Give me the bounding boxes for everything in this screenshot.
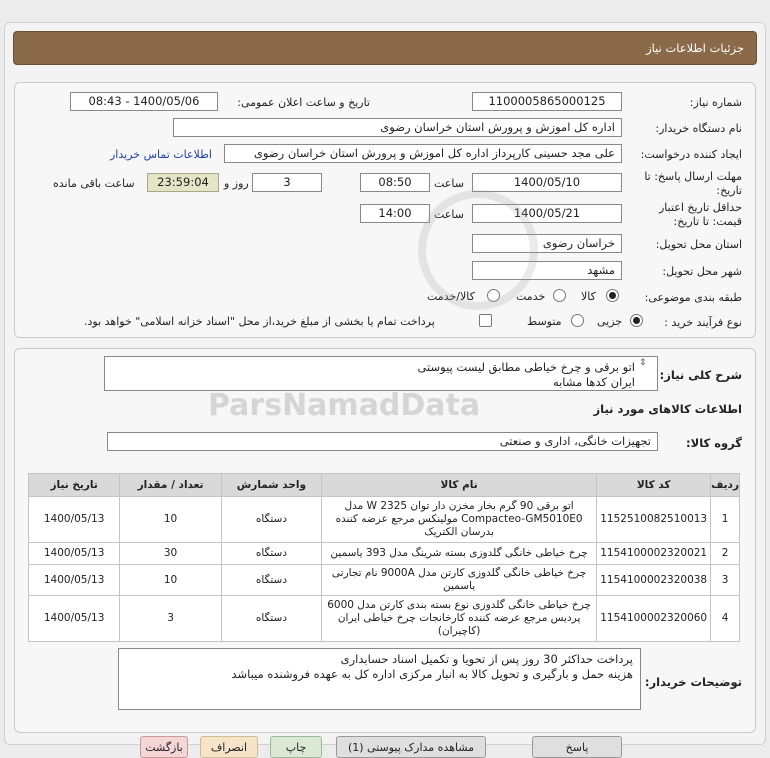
treasury-payment-checkbox[interactable]: [479, 314, 492, 327]
watermark-logo: [418, 190, 538, 310]
cell-code: 1154100002320021: [597, 543, 711, 565]
cell-date: 1400/05/13: [29, 596, 120, 642]
category-goods-label: کالا: [581, 290, 596, 303]
category-radio-service[interactable]: [553, 289, 566, 302]
province-field: خراسان رضوی: [472, 234, 622, 253]
category-radio-goods[interactable]: [606, 289, 619, 302]
city-field: مشهد: [472, 261, 622, 280]
cell-qty: 30: [120, 543, 222, 565]
process-label: نوع فرآیند خرید :: [664, 316, 742, 329]
category-service-label: خدمت: [516, 290, 546, 303]
print-button[interactable]: چاپ: [270, 736, 322, 758]
summary-field: اتو برقی و چرخ خیاطی مطابق لیست پیوستی ایران کدها مشابه: [104, 356, 658, 391]
page-title: جزئیات اطلاعات نیاز: [646, 41, 744, 55]
cell-unit: دستگاه: [221, 497, 321, 543]
col-qty: تعداد / مقدار: [120, 474, 222, 497]
cell-unit: دستگاه: [221, 596, 321, 642]
process-minor-label: جزیی: [597, 315, 623, 328]
announce-label: تاریخ و ساعت اعلان عمومی:: [237, 96, 370, 109]
need-number-label: شماره نیاز:: [689, 96, 742, 109]
cell-row: 1: [711, 497, 740, 543]
process-radio-medium[interactable]: [571, 314, 584, 327]
cell-row: 4: [711, 596, 740, 642]
creator-field: علی مجد حسینی کارپرداز اداره کل اموزش و پرورش استان خراسان رضوی: [224, 144, 622, 163]
process-medium-label: متوسط: [527, 315, 562, 328]
cell-date: 1400/05/13: [29, 543, 120, 565]
category-both-label: کالا/خدمت: [427, 290, 475, 303]
city-label: شهر محل تحویل:: [662, 265, 742, 278]
table-row: [29, 565, 740, 596]
validity-time-label: ساعت: [434, 208, 464, 221]
col-unit: واحد شمارش: [221, 474, 321, 497]
col-date: تاریخ نیاز: [29, 474, 120, 497]
remaining-label: ساعت باقی مانده: [53, 177, 135, 190]
cell-unit: دستگاه: [221, 565, 321, 596]
validity-label: حداقل تاریخ اعتبار قیمت: تا تاریخ:: [658, 201, 742, 228]
deadline-time-label: ساعت: [434, 177, 464, 190]
cell-code: 1154100002320060: [597, 596, 711, 642]
cell-qty: 10: [120, 565, 222, 596]
province-label: استان محل تحویل:: [655, 238, 742, 251]
process-radio-minor[interactable]: [630, 314, 643, 327]
watermark: ParsNamadData: [208, 388, 481, 423]
goods-table-header: [29, 474, 740, 497]
summary-resize-icon: ⇕: [639, 358, 647, 368]
table-row: [29, 596, 740, 642]
validity-date-field: 1400/05/21: [472, 204, 622, 223]
goods-info-title: اطلاعات کالاهای مورد نیاز: [593, 402, 742, 416]
cell-name: چرخ خیاطی خانگی گلدوزی بسته شرینگ مدل 393 یاسمین: [321, 543, 596, 565]
goods-table: [28, 473, 740, 642]
deadline-label: مهلت ارسال پاسخ: تا تاریخ:: [644, 170, 742, 197]
attachments-button[interactable]: مشاهده مدارک پیوستی (1): [336, 736, 486, 758]
col-code: کد کالا: [597, 474, 711, 497]
validity-time-field: 14:00: [360, 204, 430, 223]
table-row: [29, 543, 740, 565]
cell-code: 1154100002320038: [597, 565, 711, 596]
buyer-org-label: نام دستگاه خریدار:: [655, 122, 742, 135]
reply-button[interactable]: پاسخ: [532, 736, 622, 758]
table-row: [29, 497, 740, 543]
need-number-field: 1100005865000125: [472, 92, 622, 111]
cell-name: چرخ خیاطی خانگی گلدوزی نوع بسته بندی کارتن مدل 6000 پردیس مرجع عرضه کننده کارخانجات چرخ خیاطی ایران (کاچیران): [321, 596, 596, 642]
cell-date: 1400/05/13: [29, 565, 120, 596]
days-label: روز و: [224, 177, 249, 190]
announce-field: 1400/05/06 - 08:43: [70, 92, 218, 111]
summary-label: شرح کلی نیاز:: [659, 368, 742, 382]
goods-group-label: گروه کالا:: [686, 436, 742, 450]
buyer-contact-link[interactable]: اطلاعات تماس خریدار: [110, 148, 212, 161]
days-field: 3: [252, 173, 322, 192]
buyer-notes-field: پرداخت حداکثر 30 روز پس از تحویا و تکمیل اسناد حسابداری هزینه حمل و بارگیری و تحویل کالا به انبار مرکزی اداره کل به عهده فروشنده میباشد: [118, 648, 641, 710]
cancel-button[interactable]: انصراف: [200, 736, 258, 758]
deadline-time-field: 08:50: [360, 173, 430, 192]
cell-row: 3: [711, 565, 740, 596]
treasury-payment-note: پرداخت تمام یا بخشی از مبلغ خرید،از محل "اسناد خزانه اسلامی" خواهد بود.: [84, 315, 435, 328]
buyer-notes-label: توضیحات خریدار:: [644, 675, 742, 689]
remaining-time-field: 23:59:04: [147, 173, 219, 192]
col-name: نام کالا: [321, 474, 596, 497]
cell-unit: دستگاه: [221, 543, 321, 565]
col-row: ردیف: [711, 474, 740, 497]
return-button[interactable]: بازگشت: [140, 736, 188, 758]
deadline-date-field: 1400/05/10: [472, 173, 622, 192]
cell-code: 1152510082510013: [597, 497, 711, 543]
cell-qty: 3: [120, 596, 222, 642]
page-header: [13, 31, 757, 65]
category-label: طبقه بندی موضوعی:: [644, 291, 742, 304]
cell-name: چرخ خیاطی خانگی گلدوزی کارتن مدل 9000A نام تجارتی یاسمین: [321, 565, 596, 596]
buyer-org-field: اداره کل اموزش و پرورش استان خراسان رضوی: [173, 118, 622, 137]
cell-date: 1400/05/13: [29, 497, 120, 543]
goods-group-field: تجهیزات خانگی، اداری و صنعتی: [107, 432, 658, 451]
cell-name: اتو برقی 90 گرم بخار مخزن دار توان 2325 W مدل Compacteo-GM5010E0 مولینکس مرجع عرضه کننده بدرسان الکتریک: [321, 497, 596, 543]
creator-label: ایجاد کننده درخواست:: [640, 148, 742, 161]
cell-row: 2: [711, 543, 740, 565]
cell-qty: 10: [120, 497, 222, 543]
